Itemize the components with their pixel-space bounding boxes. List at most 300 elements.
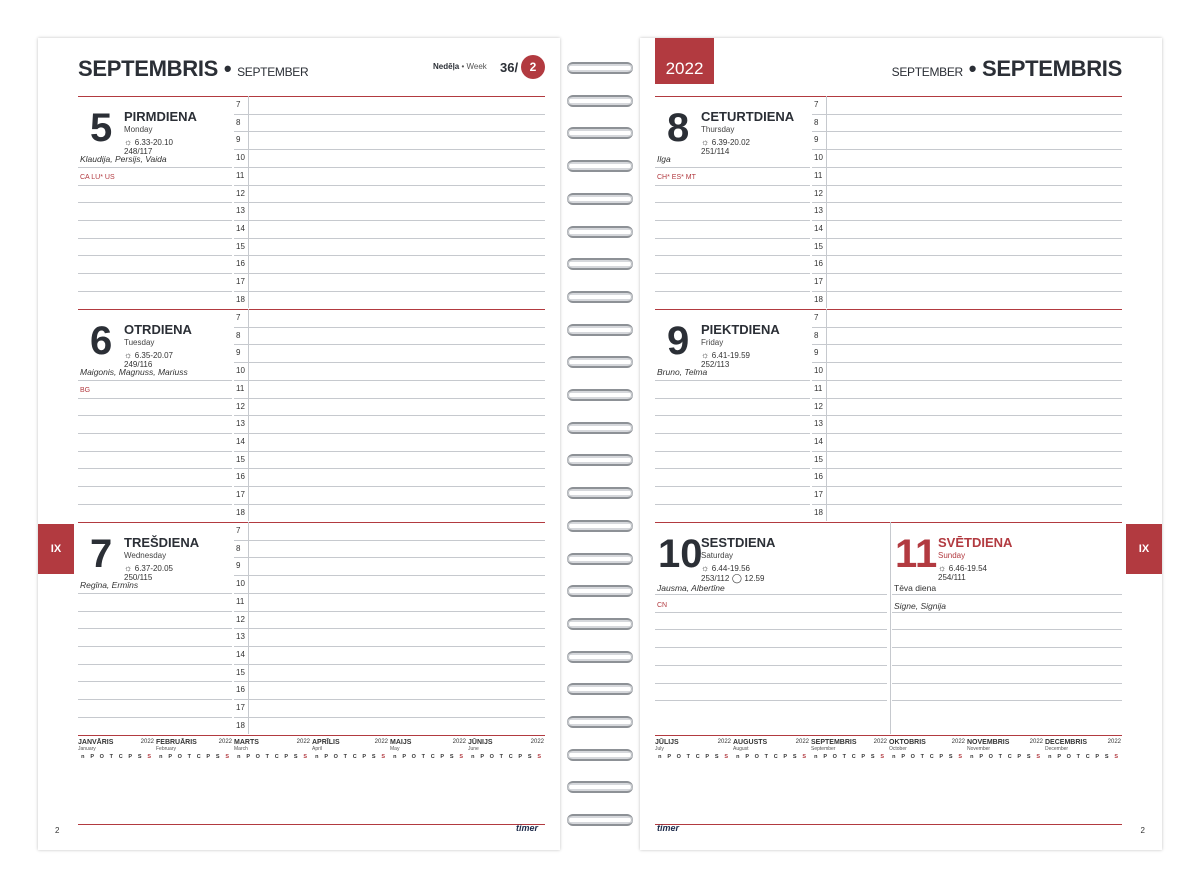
hour-label: 10: [236, 153, 245, 163]
spiral-ring: [565, 354, 635, 370]
hour-label: 14: [236, 436, 245, 446]
hour-label: 16: [236, 472, 245, 482]
holiday-codes: BG: [80, 386, 91, 394]
hour-label: 18: [814, 507, 823, 517]
day-name: PIEKTDIENA: [701, 322, 780, 337]
weekday-letter: S: [802, 753, 807, 760]
hour-line: [234, 593, 545, 594]
day-name-en: Saturday: [701, 551, 734, 560]
special-day: Tēva diena: [894, 583, 937, 593]
mini-month: [889, 739, 965, 815]
sunrise-sunset: [701, 137, 750, 147]
weekday-letter: O: [910, 753, 915, 760]
hour-label: 16: [236, 259, 245, 269]
spiral-ring: [565, 714, 635, 730]
weekday-letter: S: [459, 753, 464, 760]
week-row: [312, 761, 388, 770]
mini-month-year: 2022: [296, 739, 310, 745]
hour-label: 18: [236, 720, 245, 730]
hour-label: 13: [814, 206, 823, 216]
note-line: [78, 699, 232, 700]
hour-line: [812, 415, 1122, 416]
hour-line: [234, 114, 545, 115]
note-line: [655, 273, 810, 274]
week-row: [967, 788, 1043, 797]
note-line: [78, 415, 232, 416]
week-row: [967, 761, 1043, 770]
note-line: [655, 291, 810, 292]
weekday-letter: T: [764, 753, 768, 760]
week-row: [468, 806, 544, 815]
week-row: [390, 779, 466, 788]
day-count: 251/114: [701, 147, 730, 156]
hour-label: 15: [236, 241, 245, 251]
note-line: [655, 433, 810, 434]
hour-label: 18: [236, 294, 245, 304]
week-row: [156, 761, 232, 770]
mini-month: [655, 739, 731, 815]
weekday-letter: S: [724, 753, 729, 760]
hour-label: 8: [814, 117, 819, 127]
hour-line: [234, 468, 545, 469]
hour-divider: [248, 96, 249, 308]
week-row: [811, 806, 887, 815]
week-row: [390, 761, 466, 770]
week-row: [1045, 770, 1121, 779]
hour-line: [812, 255, 1122, 256]
weekday-row: [889, 752, 965, 761]
page-title: SEPTEMBRIS • SEPTEMBER: [78, 56, 309, 81]
hour-label: 9: [814, 135, 819, 145]
week-row: [468, 779, 544, 788]
note-line: [78, 167, 232, 168]
weekday-letter: P: [783, 753, 788, 760]
spiral-ring: [565, 681, 635, 697]
weekday-letter: P: [1017, 753, 1022, 760]
hour-label: 17: [236, 703, 245, 712]
note-line: [78, 202, 232, 203]
hour-line: [234, 380, 545, 381]
week-row: [655, 779, 731, 788]
mini-month-name: FEBRUĀRIS: [156, 739, 197, 746]
week-row: [1045, 761, 1121, 770]
hour-line: [234, 327, 545, 328]
mini-month-name: DECEMBRIS: [1045, 739, 1088, 746]
page-number: 2: [55, 826, 60, 835]
day-separator: [655, 309, 1122, 310]
weekday-letter: S: [1104, 753, 1109, 760]
hour-label: 12: [236, 614, 245, 624]
hour-label: 10: [814, 153, 823, 163]
week-row: [468, 770, 544, 779]
mini-month-header: [811, 739, 887, 746]
mini-month-header: [733, 739, 809, 746]
spiral-ring: [565, 289, 635, 305]
note-line: [78, 486, 232, 487]
hour-label: 14: [236, 223, 245, 233]
weekday-row: [655, 752, 731, 761]
weekday-letter: C: [196, 753, 201, 760]
hour-divider: [826, 96, 827, 308]
day-separator: [655, 522, 1122, 523]
week-row: [733, 788, 809, 797]
day-name-en: Monday: [124, 125, 153, 134]
note-line: [655, 167, 810, 168]
note-line: [78, 664, 232, 665]
week-row: [1045, 797, 1121, 806]
sunrise-sunset: [938, 563, 987, 573]
calendar-bottom-line: [78, 824, 545, 825]
week-col-header: n: [892, 753, 896, 760]
week-row: [234, 806, 310, 815]
week-row: [156, 797, 232, 806]
hour-label: 12: [236, 401, 245, 411]
mini-month: [78, 739, 154, 815]
spiral-ring: [565, 551, 635, 567]
weekday-letter: P: [440, 753, 445, 760]
note-line: [78, 398, 232, 399]
mini-month-year: 2022: [452, 739, 466, 745]
weekday-letter: O: [177, 753, 182, 760]
hour-divider: [248, 309, 249, 521]
page-title: SEPTEMBER • SEPTEMBRIS: [891, 56, 1122, 81]
weekday-letter: P: [667, 753, 672, 760]
spiral-ring: [565, 256, 635, 272]
mini-month-en: October: [889, 746, 907, 752]
week-row: [468, 761, 544, 770]
hour-label: 10: [814, 366, 823, 376]
hour-label: 12: [814, 401, 823, 411]
sun-icon: ☼: [701, 137, 712, 147]
weekday-letter: O: [255, 753, 260, 760]
hour-line: [812, 131, 1122, 132]
week-row: [889, 779, 965, 788]
weekday-letter: T: [187, 753, 191, 760]
day-count: 254/111: [938, 573, 966, 582]
note-line: [655, 486, 810, 487]
hour-line: [234, 628, 545, 629]
spiral-ring: [565, 322, 635, 338]
day-separator: [78, 96, 545, 97]
hour-line: [812, 149, 1122, 150]
note-line: [655, 238, 810, 239]
note-line: [78, 451, 232, 452]
hour-label: 14: [814, 223, 823, 233]
week-row: [655, 761, 731, 770]
mini-month-name: JANVĀRIS: [78, 739, 114, 746]
weekday-letter: T: [842, 753, 846, 760]
mini-month: [1045, 739, 1121, 815]
weekday-letter: O: [754, 753, 759, 760]
week-row: [811, 761, 887, 770]
spiral-ring: [565, 93, 635, 109]
mini-month-name: MARTS: [234, 739, 259, 746]
weekday-row: [312, 752, 388, 761]
mini-month-header: [312, 739, 388, 746]
weekday-letter: S: [1036, 753, 1041, 760]
hour-label: 15: [236, 667, 245, 677]
mini-month-name: SEPTEMBRIS: [811, 739, 857, 746]
note-line: [892, 612, 1122, 613]
note-line: [78, 220, 232, 221]
mini-month-en: January: [78, 746, 96, 752]
name-days: Maigonis, Magnuss, Mariuss: [80, 366, 188, 377]
brand-logo: timer: [657, 823, 680, 833]
week-row: [655, 788, 731, 797]
note-line: [655, 380, 810, 381]
hour-line: [234, 415, 545, 416]
mini-month-name: APRĪLIS: [312, 739, 340, 746]
week-row: [655, 806, 731, 815]
weekday-letter: P: [705, 753, 710, 760]
weekday-letter: O: [333, 753, 338, 760]
moon-time: 12.59: [744, 574, 765, 583]
spiral-ring: [565, 60, 635, 76]
hour-label: 18: [814, 294, 823, 304]
week-row: [156, 770, 232, 779]
week-row: [78, 788, 154, 797]
mini-month-en: November: [967, 746, 991, 752]
sun-icon: ☼: [124, 563, 135, 573]
week-row: [234, 788, 310, 797]
weekday-letter: O: [676, 753, 681, 760]
hour-line: [234, 504, 545, 505]
weekday-letter: C: [430, 753, 435, 760]
hour-label: 11: [236, 383, 245, 393]
mini-month-en: February: [156, 746, 177, 752]
week-row: [655, 770, 731, 779]
calendar-top-line: [78, 735, 545, 736]
hour-line: [234, 451, 545, 452]
note-line: [655, 451, 810, 452]
weekday-letter: P: [979, 753, 984, 760]
hour-line: [812, 468, 1122, 469]
hour-label: 10: [236, 579, 245, 589]
week-row: [156, 788, 232, 797]
mini-month-year: 2022: [374, 739, 388, 745]
weekday-letter: T: [920, 753, 924, 760]
weekday-letter: T: [499, 753, 503, 760]
sun-icon: ☼: [701, 350, 712, 360]
week-row: [967, 806, 1043, 815]
week-row: [390, 770, 466, 779]
week-row: [811, 779, 887, 788]
hour-label: 14: [236, 649, 245, 659]
day-separator: [78, 309, 545, 310]
weekday-letter: C: [352, 753, 357, 760]
weekday-letter: S: [714, 753, 719, 760]
right-page: [640, 38, 1162, 850]
week-col-header: n: [315, 753, 319, 760]
hour-label: 17: [814, 277, 823, 286]
hour-label: 15: [814, 241, 823, 251]
hour-line: [812, 291, 1122, 292]
day-separator: [78, 522, 545, 523]
hour-line: [812, 433, 1122, 434]
hour-line: [234, 646, 545, 647]
hour-label: 8: [236, 117, 241, 127]
spiral-ring: [565, 779, 635, 795]
week-row: [234, 770, 310, 779]
day-count: 249/116: [124, 360, 153, 369]
sunrise-sunset: [701, 563, 750, 573]
hour-label: 16: [236, 685, 245, 695]
mini-month-header: [967, 739, 1043, 746]
day-number: 5: [90, 106, 113, 150]
weekday-letter: S: [293, 753, 298, 760]
weekday-letter: S: [381, 753, 386, 760]
day-name: CETURTDIENA: [701, 109, 795, 124]
hour-line: [234, 167, 545, 168]
hour-line: [234, 540, 545, 541]
hour-label: 14: [814, 436, 823, 446]
sun-times: 6.39-20.02: [711, 138, 751, 147]
hour-label: 13: [814, 419, 823, 429]
hour-label: 11: [814, 170, 823, 180]
weekday-row: [967, 752, 1043, 761]
week-row: [78, 770, 154, 779]
sun-icon: ☼: [701, 563, 712, 573]
day-count: 253/112: [701, 574, 730, 583]
mini-month: [967, 739, 1043, 815]
week-row: [78, 806, 154, 815]
hour-line: [234, 486, 545, 487]
hour-line: [234, 557, 545, 558]
week-number: 36/: [500, 60, 519, 75]
note-line: [655, 504, 810, 505]
hour-label: 7: [236, 100, 241, 109]
spiral-ring: [565, 583, 635, 599]
day-count: 252/113: [701, 360, 730, 369]
weekday-row: [234, 752, 310, 761]
mini-month-en: December: [1045, 746, 1069, 752]
weekday-row: [390, 752, 466, 761]
hour-label: 8: [814, 330, 819, 340]
mini-month-year: 2022: [1107, 739, 1121, 745]
weekend-divider: [890, 522, 891, 734]
week-row: [234, 761, 310, 770]
mini-month-name: AUGUSTS: [733, 739, 768, 746]
weekday-letter: P: [823, 753, 828, 760]
weekday-letter: S: [792, 753, 797, 760]
hour-label: 7: [814, 313, 819, 322]
weekday-letter: T: [998, 753, 1002, 760]
note-line: [78, 646, 232, 647]
note-line: [892, 594, 1122, 595]
week-row: [312, 797, 388, 806]
hour-label: 15: [814, 454, 823, 464]
left-page: [38, 38, 560, 850]
mini-month-name: JŪNIJS: [468, 739, 493, 746]
sun-icon: ☼: [124, 350, 135, 360]
hour-label: 11: [236, 596, 245, 606]
weekday-letter: S: [225, 753, 230, 760]
weekday-letter: S: [1026, 753, 1031, 760]
hour-line: [234, 681, 545, 682]
note-line: [78, 255, 232, 256]
note-line: [655, 594, 887, 595]
note-line: [655, 468, 810, 469]
week-row: [312, 779, 388, 788]
hour-label: 12: [814, 188, 823, 198]
weekday-row: [78, 752, 154, 761]
weekday-letter: T: [686, 753, 690, 760]
note-line: [655, 202, 810, 203]
week-row: [733, 779, 809, 788]
week-col-header: n: [736, 753, 740, 760]
weekday-letter: T: [265, 753, 269, 760]
weekday-letter: S: [958, 753, 963, 760]
day-name: OTRDIENA: [124, 322, 192, 337]
hour-label: 11: [814, 383, 823, 393]
note-line: [892, 683, 1122, 684]
hour-line: [812, 451, 1122, 452]
week-label: Nedēļa • Week: [433, 62, 487, 71]
hour-line: [234, 149, 545, 150]
hour-line: [234, 273, 545, 274]
mini-month-name: JŪLIJS: [655, 739, 679, 746]
hour-line: [234, 291, 545, 292]
weekday-letter: T: [1076, 753, 1080, 760]
hour-line: [812, 273, 1122, 274]
day-number: 7: [90, 532, 113, 576]
hour-line: [812, 327, 1122, 328]
week-row: [78, 761, 154, 770]
mini-month-en: July: [655, 746, 664, 752]
weekday-letter: S: [137, 753, 142, 760]
day-name: PIRMDIENA: [124, 109, 197, 124]
note-line: [78, 504, 232, 505]
hour-line: [812, 220, 1122, 221]
weekday-letter: C: [929, 753, 934, 760]
hour-line: [812, 344, 1122, 345]
brand-logo: timer: [516, 823, 539, 833]
weekday-letter: P: [939, 753, 944, 760]
mini-month: [811, 739, 887, 815]
name-days: Regīna, Ermīns: [80, 579, 139, 590]
week-row: [390, 797, 466, 806]
week-row: [390, 788, 466, 797]
week-row: [733, 770, 809, 779]
calendar-bottom-line: [655, 824, 1122, 825]
mini-month-header: [156, 739, 232, 746]
hour-label: 7: [236, 313, 241, 322]
day-name: SVĒTDIENA: [938, 535, 1013, 550]
spiral-ring: [565, 420, 635, 436]
month-tab[interactable]: IX: [1126, 524, 1162, 574]
hour-label: 16: [814, 259, 823, 269]
spiral-ring: [565, 616, 635, 632]
mini-month-header: [234, 739, 310, 746]
year-tab: 2022: [655, 38, 714, 84]
weekday-letter: S: [449, 753, 454, 760]
hour-label: 9: [236, 348, 241, 358]
hour-line: [234, 611, 545, 612]
day-name-en: Tuesday: [124, 338, 155, 347]
day-name-en: Thursday: [701, 125, 735, 134]
note-line: [655, 647, 887, 648]
note-line: [78, 628, 232, 629]
day-separator: [655, 96, 1122, 97]
hour-label: 8: [236, 330, 241, 340]
hour-line: [234, 398, 545, 399]
day-number: 8: [667, 106, 690, 150]
weekday-letter: S: [527, 753, 532, 760]
month-tab[interactable]: IX: [38, 524, 74, 574]
hour-line: [812, 504, 1122, 505]
note-line: [655, 220, 810, 221]
weekday-letter: S: [870, 753, 875, 760]
